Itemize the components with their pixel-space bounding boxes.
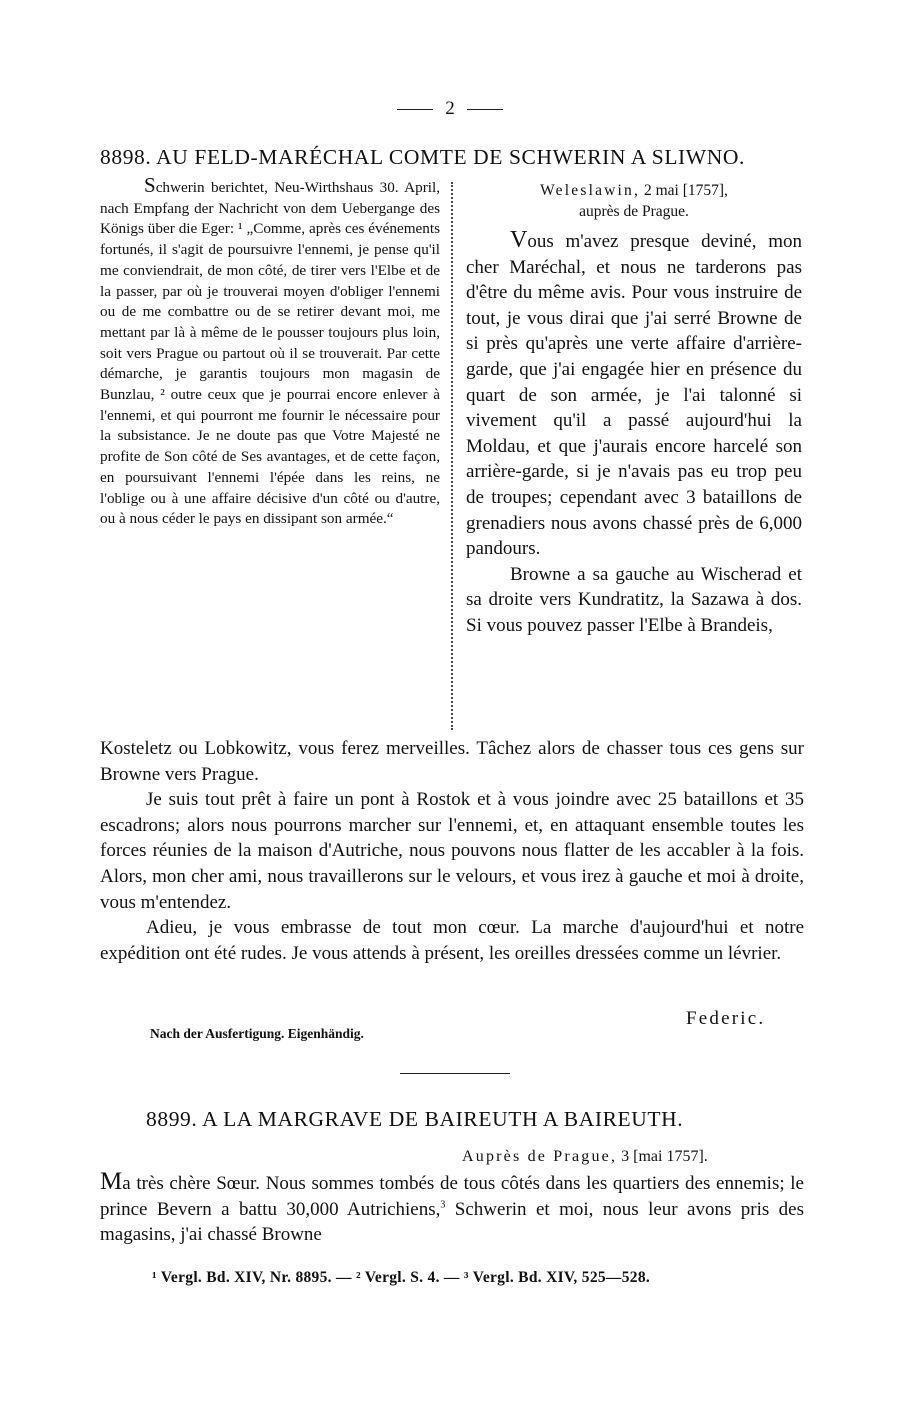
footnote-marker: 3: [440, 1199, 446, 1211]
letter-8898-paragraph-1: [466, 228, 802, 562]
letter-8898-right-column: [466, 180, 802, 639]
page-number: 2: [445, 98, 455, 119]
dateline-place: Auprès de Prague,: [462, 1148, 618, 1165]
column-divider: [451, 182, 453, 730]
letter-8898-paragraph-2-start: Browne a sa gauche au Wischerad et sa droite vers Kundratitz, la Sazawa à dos. Si vous pouvez passer l'Elbe à Brandeis,: [466, 563, 802, 636]
header-rule-right: [467, 109, 503, 110]
paragraph-initial: M: [100, 1168, 123, 1195]
summary-text: chwerin berichtet, Neu-Wirthshaus 30. April, nach Empfang der Nachricht von dem Uebergange des Königs über die Eger: ¹ „Comme, après ces événements fortunés, il s'agit de poursuivre l'ennemi, je pense qu'il me conviendrait, de mon côté, de tirer vers l'Elbe et de la passer, par où je trouverai moyen d'obliger l'ennemi ou de me combattre ou de se retirer devant moi, me mettant par là à même de le pousser toujours plus loin, soit vers Prague ou partout où il se trouverait. Par cette démarche, je garantis toujours mon magasin de Bunzlau, ² outre ceux que je pourrai encore enlever à l'ennemi, et qui pourront me fournir le nécessaire pour la subsistance. Je ne doute pas que Votre Majesté ne profite de Son côté de Ses avantages, et de cette façon, en poursuivant l'ennemi l'épée dans les reins, ne l'oblige ou à une affaire décisive d'un côté ou d'autre, ou à nous céder le pays en dissipant son armée.“: [100, 179, 440, 528]
dateline-place: Weleslawin,: [540, 182, 641, 199]
section-rule: [400, 1073, 510, 1074]
letter-8898-dateline: [466, 180, 802, 222]
paragraph-text-end: Schwerin et moi, nous leur avons pris des magasins, j'ai chassé Browne: [100, 1198, 804, 1246]
letter-8899-paragraph-1: [100, 1169, 804, 1248]
page-number-header: [0, 98, 900, 120]
letter-8898-paragraph-2-end: Kosteletz ou Lobkowitz, vous ferez merveilles. Tâchez alors de chasser tous ces gens sur Browne vers Prague.: [100, 738, 804, 785]
source-note: Nach der Ausfertigung. Eigenhändig.: [150, 1026, 364, 1041]
letter-8899-body: [100, 1169, 804, 1248]
dateline-date: 2 mai [1757],: [643, 182, 728, 199]
letter-8899-dateline: [462, 1148, 708, 1166]
signature: Federic.: [686, 1008, 766, 1029]
paragraph-initial: V: [510, 227, 528, 253]
letter-8898-body-top: [466, 228, 802, 639]
letter-8898-paragraph-3: Je suis tout prêt à faire un pont à Rostok et à vous joindre avec 25 bataillons et 35 escadrons; alors nous pourrons marcher sur l'ennemi, et, en attaquant ensemble toutes les forces réunies de la maison d'Autriche, nous pouvons nous flatter de les accabler à la fois. Alors, mon cher ami, nous travaillerons sur le velours, et vous irez à gauche et moi à droite, vous m'entendez.: [100, 789, 804, 913]
header-rule-left: [397, 109, 433, 110]
schwerin-summary: [100, 173, 440, 530]
letter-8898-paragraph-4: Adieu, je vous embrasse de tout mon cœur. La marche d'aujourd'hui et notre expédition ont été rudes. Je vous attends à présent, les oreilles dressées comme un lévrier.: [100, 917, 804, 964]
letter-8898-body-bottom: [100, 736, 804, 966]
schwerin-summary-column: [100, 173, 440, 530]
footnotes: ¹ Vergl. Bd. XIV, Nr. 8895. — ² Vergl. S. 4. — ³ Vergl. Bd. XIV, 525—528.: [152, 1269, 651, 1286]
letter-8899-heading: 8899. A LA MARGRAVE DE BAIREUTH A BAIREUTH.: [146, 1107, 684, 1131]
paragraph-1-text: ous m'avez presque deviné, mon cher Maréchal, et nous ne tarderons pas d'être du même avis. Pour vous instruire de tout, je vous dirai que j'ai serré Browne de si près qu'après une verte affaire d'arrière-garde, que j'ai engagée hier en présence du quart de son armée, je l'ai talonné si vivement qu'il a passé aujourd'hui la Moldau, et que j'aurais encore harcelé son arrière-garde, si je n'avais pas eu trop peu de troupes; cependant avec 3 bataillons de grenadiers nous avons chassé près de 6,000 pandours.: [466, 231, 802, 560]
dateline-date: 3 [mai 1757].: [621, 1148, 708, 1165]
paragraph-text: a très chère Sœur. Nous sommes tombés de tous côtés dans les quartiers des ennemis; le prince Bevern a battu 30,000 Autrichiens,: [100, 1173, 804, 1220]
summary-initial: S: [144, 173, 156, 197]
dateline-near: auprès de Prague.: [579, 203, 689, 220]
letter-8898-heading: 8898. AU FELD-MARÉCHAL COMTE DE SCHWERIN A SLIWNO.: [100, 145, 745, 169]
